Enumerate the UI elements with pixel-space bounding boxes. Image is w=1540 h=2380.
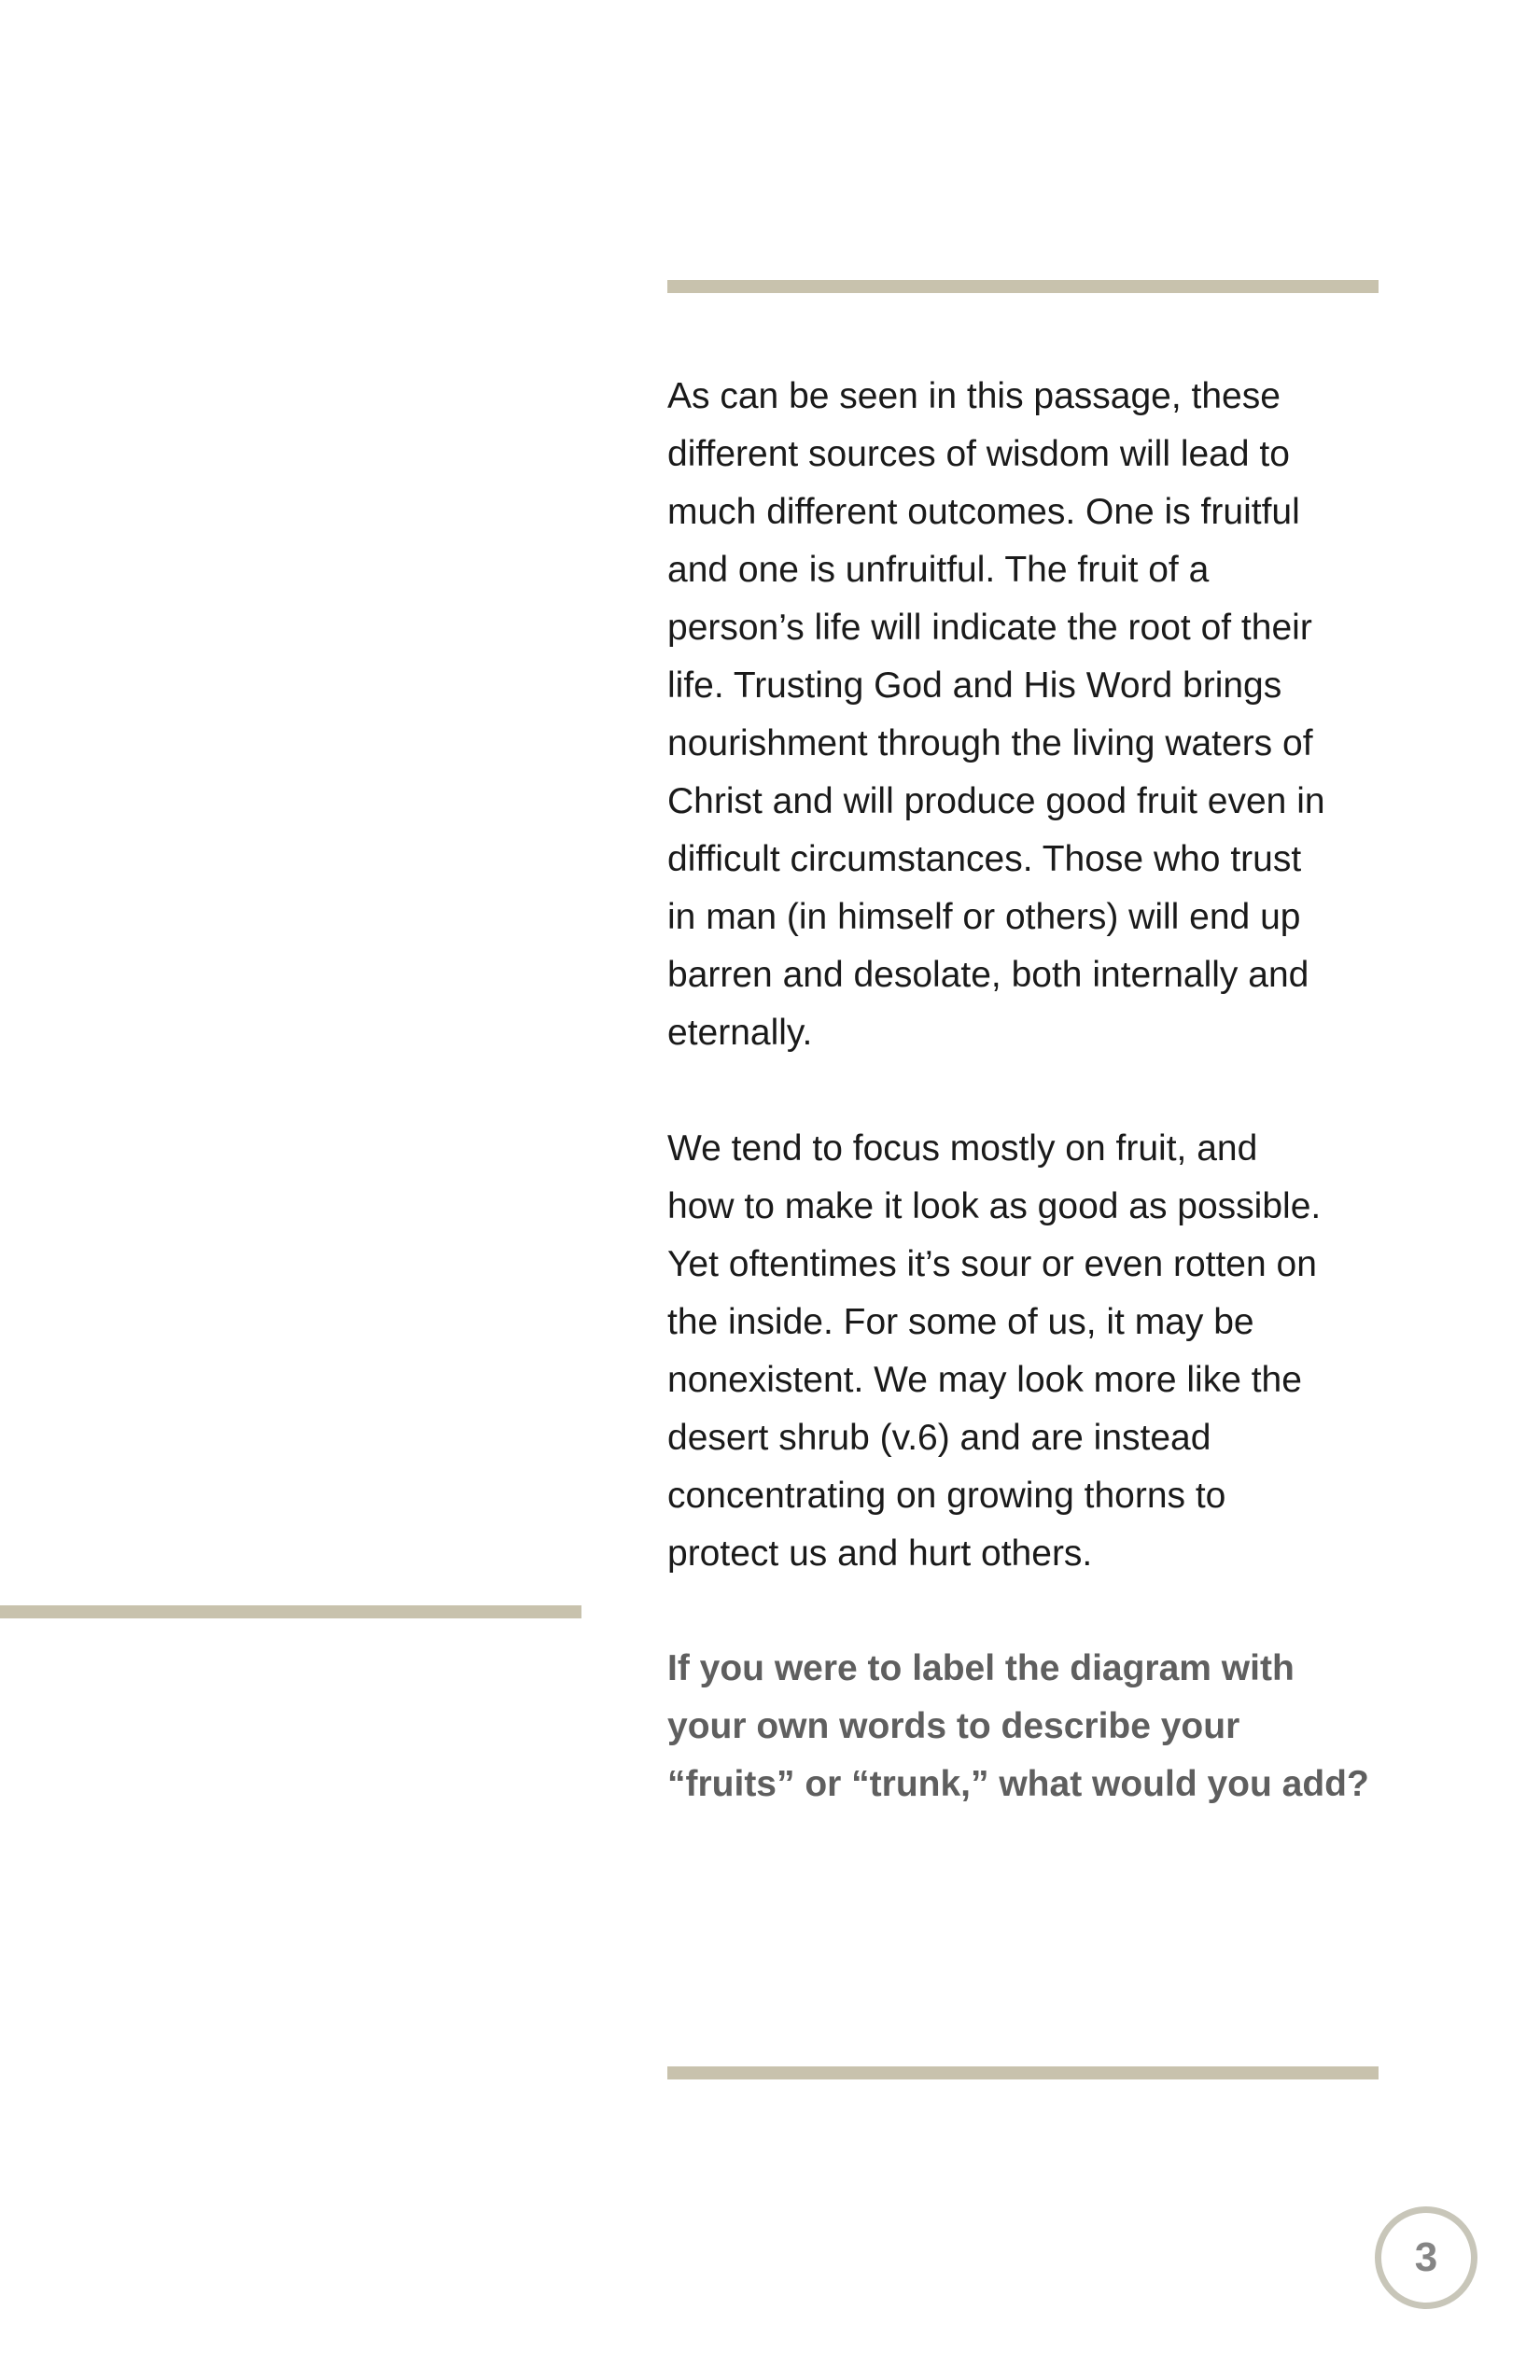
bottom-divider	[667, 2066, 1379, 2079]
reflection-question: If you were to label the diagram with your own words to describe your “fruits” or “trunk,” what would you add?	[667, 1648, 1369, 1804]
side-divider	[0, 1605, 581, 1618]
top-divider	[667, 280, 1379, 293]
body-paragraph-2: We tend to focus mostly on fruit, and how to make it look as good as possible. Yet oftentimes it’s sour or even rotten on the inside. For some of us, it may be nonexistent. We may look more like the desert shrub (v.6) and are instead concentrating on growing thorns to protect us and hurt others.	[667, 1128, 1322, 1574]
body-paragraph-1: As can be seen in this passage, these different sources of wisdom will lead to much different outcomes. One is fruitful and one is unfruitful. The fruit of a person’s life will indicate the root of their life. Trusting God and His Word brings nourishment through the living waters of Christ and will produce good fruit even in difficult circumstances. Those who trust in man (in himself or others) will end up barren and desolate, both internally and eternally.	[667, 376, 1325, 1053]
page-number: 3	[1414, 2234, 1438, 2280]
page-number-badge	[1375, 2206, 1477, 2309]
